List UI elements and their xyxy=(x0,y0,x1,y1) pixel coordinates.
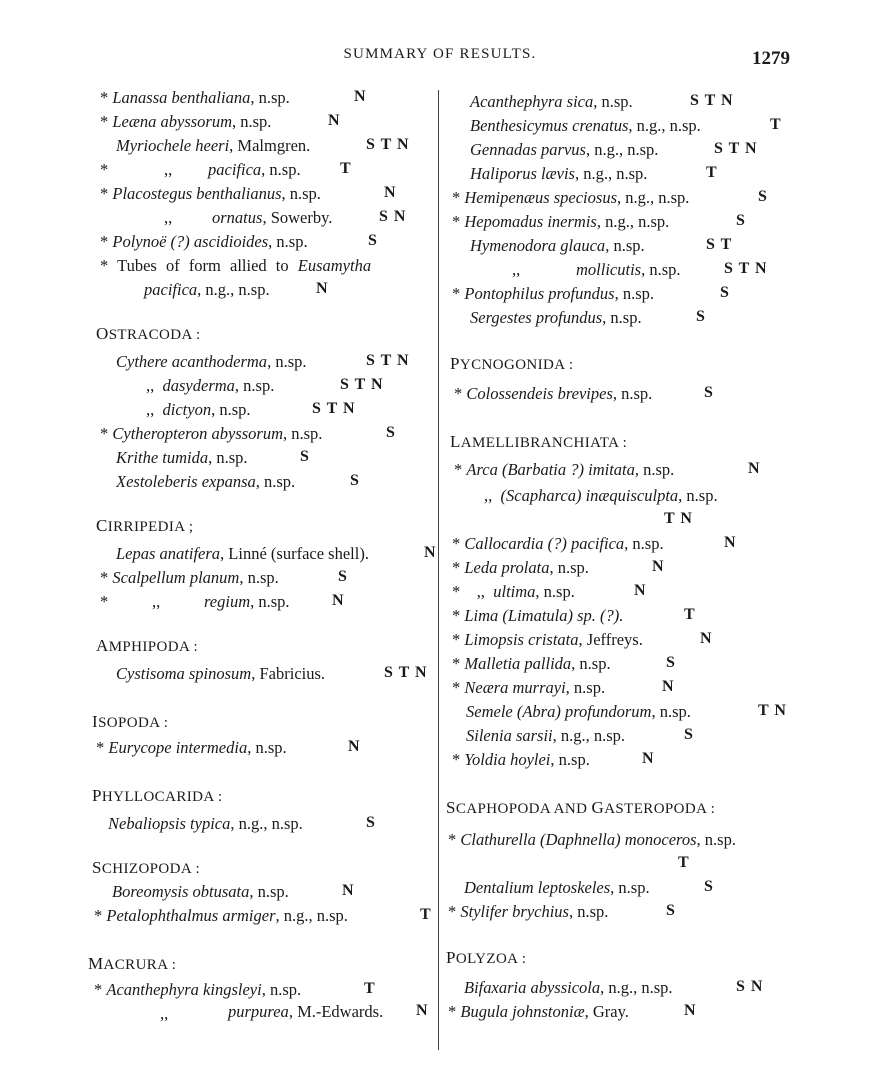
station-tag: S xyxy=(338,568,348,585)
section-heading-macrura: MACRURA : xyxy=(88,954,177,973)
species-entry: ,, xyxy=(512,260,521,279)
species-entry: * Cytheropteron abyssorum, n.sp. xyxy=(100,424,323,443)
species-entry: * Colossendeis brevipes, n.sp. xyxy=(454,384,653,403)
station-tag: S N xyxy=(379,208,407,225)
section-heading-scaphopoda: SCAPHOPODA AND GASTEROPODA : xyxy=(446,798,716,817)
species-entry: * Scalpellum planum, n.sp. xyxy=(100,568,279,587)
species-entry: mollicutis, n.sp. xyxy=(576,260,681,279)
station-tag: T xyxy=(684,606,696,623)
station-tag: N xyxy=(684,1002,697,1019)
species-entry: * Stylifer brychius, n.sp. xyxy=(448,902,609,921)
species-entry: ornatus, Sowerby. xyxy=(212,208,333,227)
species-entry: Cystisoma spinosum, Fabricius. xyxy=(116,664,326,683)
species-entry: * Neæra murrayi, n.sp. xyxy=(452,678,606,697)
station-tag: N xyxy=(416,1002,429,1019)
species-entry: Silenia sarsii, n.g., n.sp. xyxy=(466,726,626,745)
station-tag: N xyxy=(652,558,665,575)
species-entry: * xyxy=(100,160,109,179)
station-tag: S xyxy=(704,384,714,401)
species-entry: regium, n.sp. xyxy=(204,592,290,611)
species-entry: * Eurycope intermedia, n.sp. xyxy=(96,738,287,757)
station-tag: S xyxy=(720,284,730,301)
species-entry: Cythere acanthoderma, n.sp. xyxy=(116,352,307,371)
species-entry: * xyxy=(100,592,109,611)
species-entry: * Limopsis cristata, Jeffreys. xyxy=(452,630,643,649)
species-entry: * Yoldia hoylei, n.sp. xyxy=(452,750,590,769)
station-tag: S T xyxy=(706,236,733,253)
species-entry: Haliporus lævis, n.g., n.sp. xyxy=(470,164,648,183)
station-tag: S xyxy=(300,448,310,465)
station-tag: S xyxy=(666,654,676,671)
station-tag: S T N xyxy=(724,260,768,277)
station-tag: N xyxy=(634,582,647,599)
species-entry: Bifaxaria abyssicola, n.g., n.sp. xyxy=(464,978,673,997)
species-entry: Krithe tumida, n.sp. xyxy=(116,448,248,467)
species-entry: * Tubes of form allied to Eusamytha xyxy=(100,256,372,275)
station-tag: S xyxy=(696,308,706,325)
species-entry: * Polynoë (?) ascidioides, n.sp. xyxy=(100,232,308,251)
section-heading-pycnogonida: PYCNOGONIDA : xyxy=(450,354,574,373)
station-tag: S xyxy=(758,188,768,205)
station-tag: S T N xyxy=(690,92,734,109)
species-entry: ,, xyxy=(164,208,173,227)
station-tag: S T N xyxy=(714,140,758,157)
species-entry: ,, dasyderma, n.sp. xyxy=(146,376,275,395)
species-entry: * Hepomadus inermis, n.g., n.sp. xyxy=(452,212,670,231)
species-entry: Nebaliopsis typica, n.g., n.sp. xyxy=(108,814,303,833)
species-entry: Sergestes profundus, n.sp. xyxy=(470,308,642,327)
species-entry: Semele (Abra) profundorum, n.sp. xyxy=(466,702,691,721)
species-entry: * Hemipenæus speciosus, n.g., n.sp. xyxy=(452,188,690,207)
station-tag: N xyxy=(642,750,655,767)
running-header: SUMMARY OF RESULTS. xyxy=(343,46,537,62)
species-entry: * Leda prolata, n.sp. xyxy=(452,558,589,577)
station-tag: S xyxy=(736,212,746,229)
station-tag: T xyxy=(420,906,432,923)
station-tag: S xyxy=(704,878,714,895)
station-tag: T N xyxy=(758,702,787,719)
section-heading-cirripedia: CIRRIPEDIA ; xyxy=(96,516,194,535)
station-tag: S T N xyxy=(366,352,410,369)
station-tag: T xyxy=(364,980,376,997)
section-heading-polyzoa: POLYZOA : xyxy=(446,948,527,967)
station-tag: S T N xyxy=(366,136,410,153)
station-tag: S T N xyxy=(384,664,428,681)
species-entry: ,, xyxy=(152,592,161,611)
station-tag: S xyxy=(366,814,376,831)
species-entry-continued: pacifica, n.g., n.sp. xyxy=(144,280,270,299)
species-entry: * Lanassa benthaliana, n.sp. xyxy=(100,88,290,107)
section-heading-schizopoda: SCHIZOPODA : xyxy=(92,858,201,877)
station-tag: S xyxy=(684,726,694,743)
station-tag: T xyxy=(340,160,352,177)
species-entry: Dentalium leptoskeles, n.sp. xyxy=(464,878,650,897)
species-entry: ,, dictyon, n.sp. xyxy=(146,400,251,419)
section-heading-ostracoda: OSTRACODA : xyxy=(96,324,201,343)
species-entry: * Malletia pallida, n.sp. xyxy=(452,654,611,673)
station-tag: N xyxy=(316,280,329,297)
species-entry: * Clathurella (Daphnella) monoceros, n.sp. xyxy=(448,830,736,849)
station-tag: S xyxy=(350,472,360,489)
species-entry: * Callocardia (?) pacifica, n.sp. xyxy=(452,534,664,553)
species-entry: Hymenodora glauca, n.sp. xyxy=(470,236,645,255)
station-tag: N xyxy=(748,460,761,477)
station-tag: N xyxy=(700,630,713,647)
species-entry: * ,, ultima, n.sp. xyxy=(452,582,575,601)
station-tag: N xyxy=(724,534,737,551)
station-tag: N xyxy=(384,184,397,201)
station-tag: S xyxy=(368,232,378,249)
species-entry: Benthesicymus crenatus, n.g., n.sp. xyxy=(470,116,701,135)
column-divider xyxy=(438,90,439,1050)
species-entry: * Arca (Barbatia ?) imitata, n.sp. xyxy=(454,460,675,479)
station-tag: S T N xyxy=(312,400,356,417)
station-tag: T xyxy=(706,164,718,181)
section-heading-isopoda: ISOPODA : xyxy=(92,712,169,731)
station-tag: T xyxy=(770,116,782,133)
species-entry: * Pontophilus profundus, n.sp. xyxy=(452,284,654,303)
station-tag: T N xyxy=(664,510,693,527)
species-entry: Boreomysis obtusata, n.sp. xyxy=(112,882,289,901)
station-tag: N xyxy=(354,88,367,105)
station-tag: S T N xyxy=(340,376,384,393)
station-tag: N xyxy=(332,592,345,609)
station-tag: S N xyxy=(736,978,764,995)
species-entry: Gennadas parvus, n.g., n.sp. xyxy=(470,140,659,159)
station-tag: N xyxy=(328,112,341,129)
species-entry: Xestoleberis expansa, n.sp. xyxy=(116,472,296,491)
section-heading-phyllocarida: PHYLLOCARIDA : xyxy=(92,786,223,805)
species-entry: purpurea, M.-Edwards. xyxy=(228,1002,384,1021)
species-entry: * Placostegus benthalianus, n.sp. xyxy=(100,184,321,203)
station-tag: N xyxy=(424,544,437,561)
species-entry: ,, xyxy=(160,1004,169,1023)
species-entry: Acanthephyra sica, n.sp. xyxy=(470,92,633,111)
species-entry: * Leæna abyssorum, n.sp. xyxy=(100,112,272,131)
species-entry: Lepas anatifera, Linné (surface shell). xyxy=(116,544,369,563)
page-number: 1279 xyxy=(752,48,790,69)
section-heading-amphipoda: AMPHIPODA : xyxy=(96,636,199,655)
species-entry: pacifica, n.sp. xyxy=(208,160,301,179)
species-entry: * Lima (Limatula) sp. (?). xyxy=(452,606,624,625)
species-entry: * Bugula johnstoniæ, Gray. xyxy=(448,1002,629,1021)
section-heading-lamellibranchiata: LAMELLIBRANCHIATA : xyxy=(450,432,628,451)
station-tag: T xyxy=(678,854,690,871)
station-tag: N xyxy=(342,882,355,899)
species-entry: * Petalophthalmus armiger, n.g., n.sp. xyxy=(94,906,348,925)
species-entry: Myriochele heeri, Malmgren. xyxy=(116,136,311,155)
station-tag: N xyxy=(662,678,675,695)
station-tag: N xyxy=(348,738,361,755)
station-tag: S xyxy=(666,902,676,919)
species-entry: * Acanthephyra kingsleyi, n.sp. xyxy=(94,980,302,999)
species-entry: ,, (Scapharca) inæquisculpta, n.sp. xyxy=(484,486,718,505)
station-tag: S xyxy=(386,424,396,441)
species-entry: ,, xyxy=(164,160,173,179)
